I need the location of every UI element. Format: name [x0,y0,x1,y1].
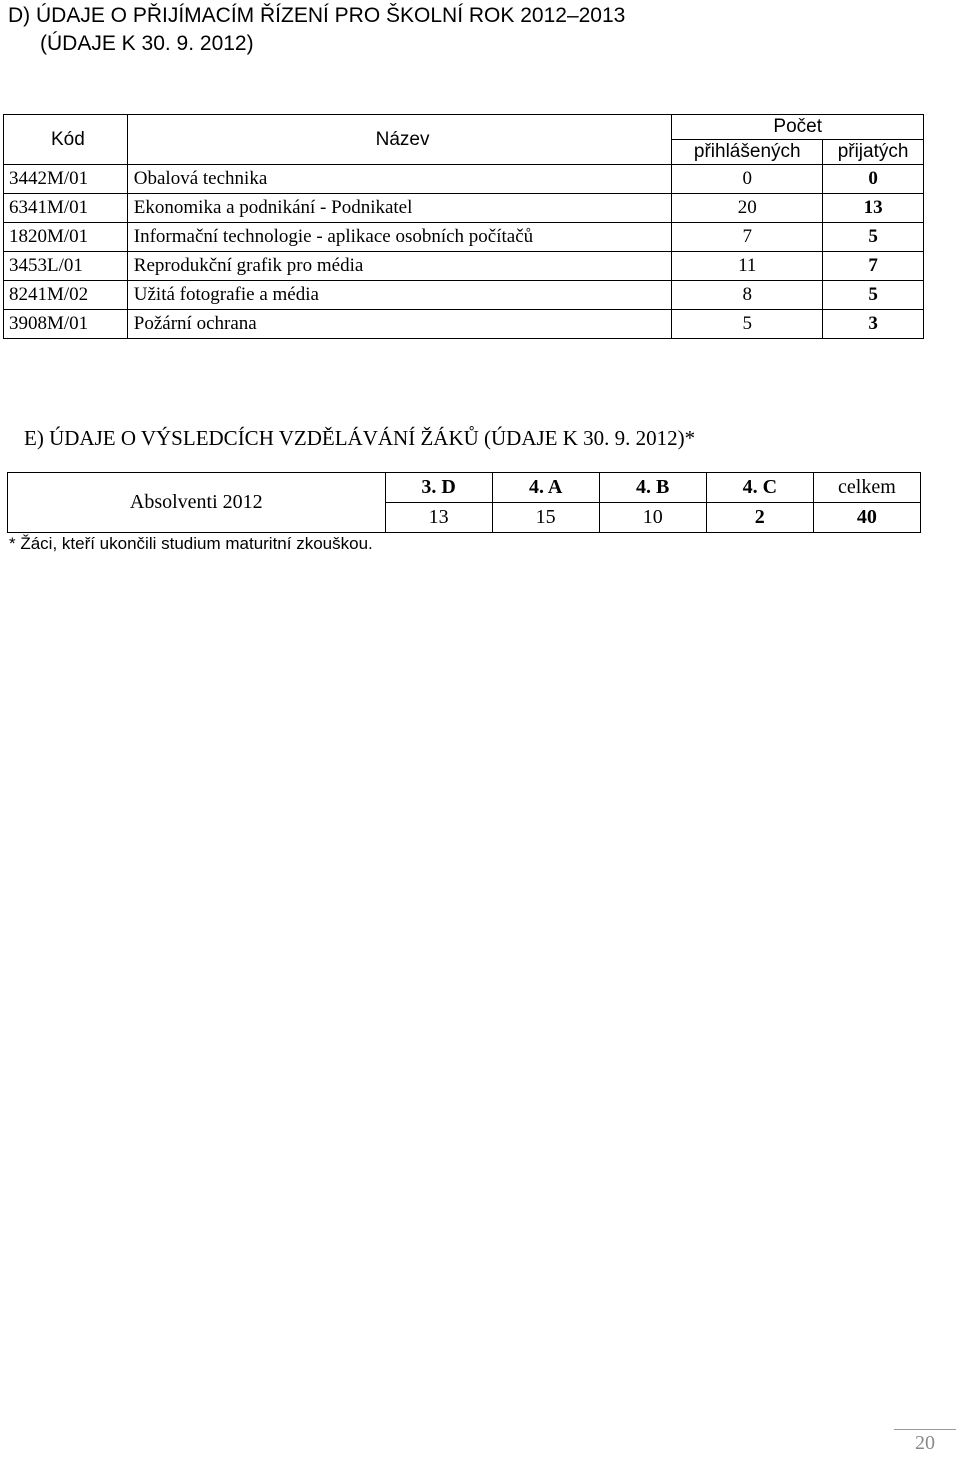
row-code: 6341M/01 [4,194,128,223]
table-row [4,223,924,252]
row-registered: 11 [672,252,823,281]
row-name: Ekonomika a podnikání - Podnikatel [127,194,672,223]
table-row [4,165,924,194]
footnote: * Žáci, kteří ukončili studium maturitní zkouškou. [9,534,373,553]
row-registered: 20 [672,194,823,223]
row-accepted: 7 [823,252,924,281]
admission-header-row [4,115,924,140]
row-name: Obalová technika [127,165,672,194]
class-value: 13 [385,503,492,533]
class-header: 4. A [492,473,599,503]
class-value: 10 [599,503,706,533]
graduates-table [7,472,921,533]
total-header: celkem [813,473,920,503]
class-header: 4. B [599,473,706,503]
row-accepted: 13 [823,194,924,223]
page-number: 20 [915,1432,935,1454]
section-d-title-line1: D) ÚDAJE O PŘIJÍMACÍM ŘÍZENÍ PRO ŠKOLNÍ ROK 2012–2013 [8,4,626,27]
header-registered: přihlášených [672,140,823,165]
class-value: 15 [492,503,599,533]
row-code: 3453L/01 [4,252,128,281]
row-registered: 7 [672,223,823,252]
row-accepted: 3 [823,310,924,339]
row-name: Informační technologie - aplikace osobních počítačů [127,223,672,252]
table-row [4,310,924,339]
row-registered: 8 [672,281,823,310]
table-row [4,252,924,281]
row-registered: 5 [672,310,823,339]
row-name: Reprodukční grafik pro média [127,252,672,281]
graduates-header-row [8,473,921,503]
header-count: Počet [672,115,924,140]
row-accepted: 5 [823,223,924,252]
row-code: 8241M/02 [4,281,128,310]
row-name: Užitá fotografie a média [127,281,672,310]
row-registered: 0 [672,165,823,194]
row-accepted: 0 [823,165,924,194]
row-code: 3908M/01 [4,310,128,339]
row-accepted: 5 [823,281,924,310]
section-d-title-line2: (ÚDAJE K 30. 9. 2012) [40,32,254,55]
header-name: Název [127,115,672,165]
graduates-row-label: Absolventi 2012 [8,473,386,533]
row-name: Požární ochrana [127,310,672,339]
admission-table [3,114,924,339]
table-row [4,281,924,310]
table-row [4,194,924,223]
section-d-title [8,2,948,58]
class-header: 3. D [385,473,492,503]
section-e-title: E) ÚDAJE O VÝSLEDCÍCH VZDĚLÁVÁNÍ ŽÁKŮ (ÚDAJE K 30. 9. 2012)* [24,426,696,450]
header-code: Kód [4,115,128,165]
row-code: 3442M/01 [4,165,128,194]
header-accepted: přijatých [823,140,924,165]
total-value: 40 [813,503,920,533]
row-code: 1820M/01 [4,223,128,252]
page-number-rule [894,1429,956,1430]
class-header: 4. C [706,473,813,503]
class-value: 2 [706,503,813,533]
